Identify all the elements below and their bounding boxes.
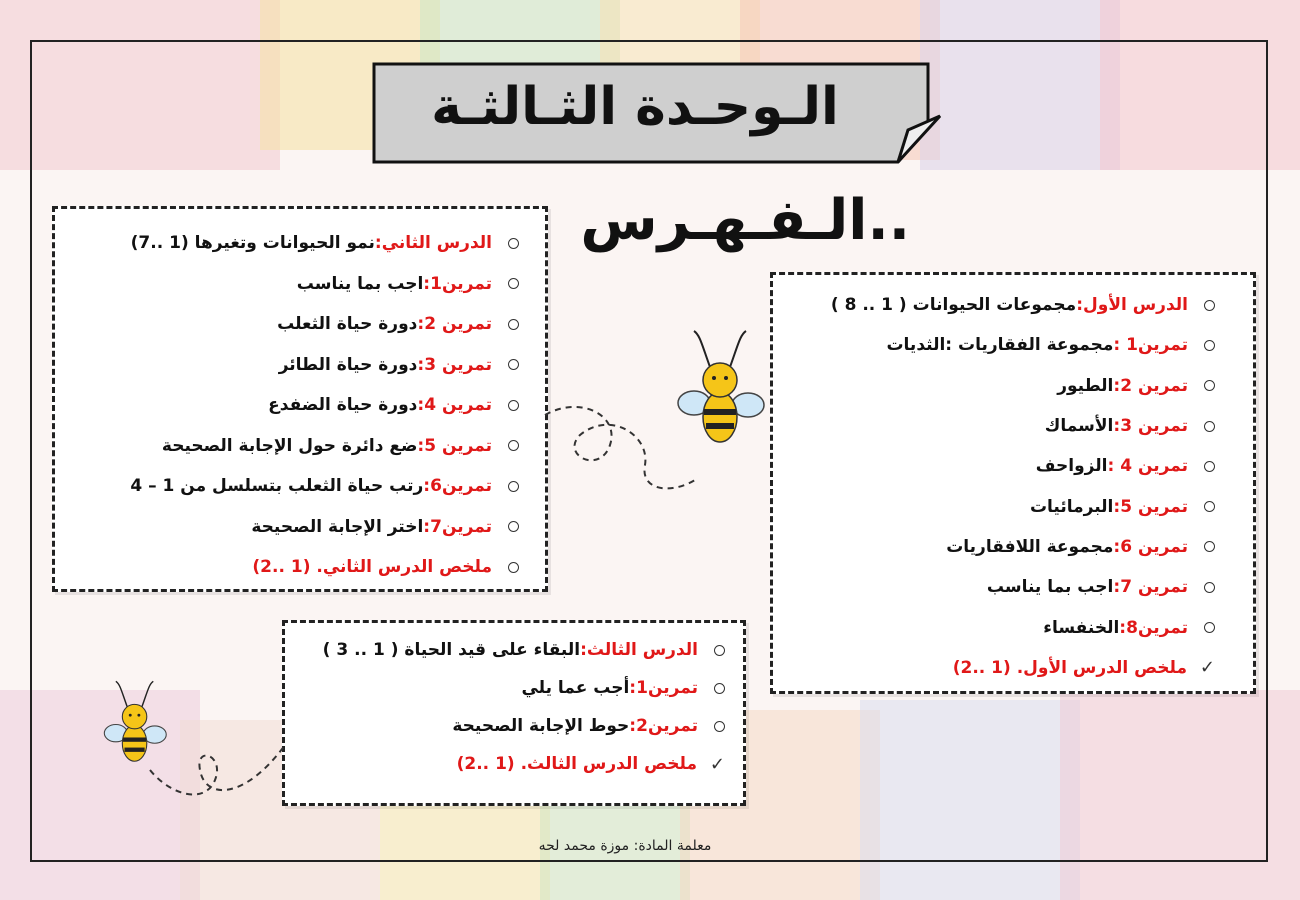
item-text: نمو الحيوانات وتغيرها (1 ..7) — [130, 233, 375, 254]
bee-icon — [672, 325, 772, 450]
list-item — [831, 366, 1215, 406]
item-label: تمرين 7: — [1113, 577, 1188, 598]
list-item — [130, 345, 519, 386]
list-item — [130, 507, 519, 548]
list-item — [323, 707, 725, 745]
item-text: اختر الإجابة الصحيحة — [251, 516, 424, 537]
item-label: تمرين1: — [629, 678, 698, 698]
list-item — [323, 631, 725, 669]
item-text: البرمائيات — [1029, 496, 1114, 517]
list-item — [130, 385, 519, 426]
list-item — [831, 285, 1215, 325]
item-label: تمرين 5: — [417, 435, 492, 456]
circle-bullet-icon — [508, 319, 519, 330]
checkmark-icon: ✓ — [709, 753, 725, 775]
summary-text: ملخص الدرس الثاني. (1 ..2) — [252, 557, 492, 578]
list-item — [831, 446, 1215, 486]
circle-bullet-icon — [1204, 421, 1215, 432]
item-text: اجب بما يناسب — [296, 273, 424, 294]
list-item — [130, 466, 519, 507]
item-label: تمرين 4: — [417, 395, 492, 416]
item-text: ضع دائرة حول الإجابة الصحيحة — [161, 435, 418, 456]
circle-bullet-icon — [508, 359, 519, 370]
item-label: تمرين 2: — [417, 314, 492, 335]
circle-bullet-icon — [1204, 461, 1215, 472]
item-label: تمرين1: — [423, 273, 492, 294]
item-text: حوط الإجابة الصحيحة — [452, 716, 630, 736]
list-item — [831, 406, 1215, 446]
item-label: الدرس الثاني: — [374, 233, 492, 254]
list-item — [831, 325, 1215, 365]
circle-bullet-icon — [1204, 541, 1215, 552]
list-item — [130, 223, 519, 264]
item-text: دورة حياة الثعلب — [277, 314, 418, 335]
item-label: تمرين2: — [629, 716, 698, 736]
checkmark-icon: ✓ — [1199, 657, 1215, 679]
item-label: تمرين 5: — [1113, 496, 1188, 517]
circle-bullet-icon — [508, 562, 519, 573]
teacher-credit: معلمة المادة: موزة محمد لحه — [538, 838, 712, 854]
item-text: رتب حياة الثعلب بتسلسل من 1 – 4 — [130, 476, 424, 497]
item-label: تمرين1 : — [1113, 335, 1188, 356]
item-label: تمرين 4 : — [1107, 456, 1188, 477]
item-text: الأسماك — [1044, 416, 1114, 437]
circle-bullet-icon — [508, 481, 519, 492]
summary-item — [831, 648, 1215, 688]
list-item — [831, 607, 1215, 647]
item-text: مجموعة اللافقاريات — [946, 536, 1114, 557]
item-text: دورة حياة الضفدع — [268, 395, 418, 416]
circle-bullet-icon — [1204, 622, 1215, 633]
circle-bullet-icon — [1204, 300, 1215, 311]
list-item — [130, 264, 519, 305]
item-label: تمرين6: — [423, 476, 492, 497]
item-label: تمرين8: — [1119, 617, 1188, 638]
item-label: الدرس الأول: — [1076, 295, 1188, 316]
list-item — [831, 527, 1215, 567]
circle-bullet-icon — [1204, 582, 1215, 593]
circle-bullet-icon — [714, 645, 725, 656]
item-text: دورة حياة الطائر — [278, 354, 418, 375]
list-item — [831, 486, 1215, 526]
circle-bullet-icon — [1204, 340, 1215, 351]
summary-item — [130, 547, 519, 588]
item-text: اجب بما يناسب — [986, 577, 1114, 598]
circle-bullet-icon — [714, 683, 725, 694]
circle-bullet-icon — [508, 238, 519, 249]
summary-text: ملخص الدرس الأول. (1 ..2) — [952, 657, 1187, 678]
item-label: تمرين7: — [423, 516, 492, 537]
circle-bullet-icon — [508, 440, 519, 451]
item-text: البقاء على قيد الحياة ( 1 .. 3 ) — [322, 640, 581, 660]
list-item — [130, 304, 519, 345]
bee-icon — [100, 672, 172, 772]
circle-bullet-icon — [1204, 501, 1215, 512]
item-text: الطيور — [1057, 375, 1114, 396]
lesson2-box — [52, 206, 548, 592]
item-label: الدرس الثالث: — [580, 640, 698, 660]
item-label: تمرين 3: — [1113, 416, 1188, 437]
circle-bullet-icon — [508, 521, 519, 532]
item-text: أجب عما يلي — [521, 678, 630, 698]
index-title: الـفـهـرس.. — [580, 187, 910, 253]
lesson3-box — [282, 620, 746, 806]
lesson1-box — [770, 272, 1256, 694]
item-text: مجموعة الفقاريات :الثديات — [886, 335, 1114, 356]
summary-item — [323, 745, 725, 783]
circle-bullet-icon — [508, 278, 519, 289]
unit-title: الـوحـدة الثـالثـة — [431, 77, 839, 137]
summary-text: ملخص الدرس الثالث. (1 ..2) — [456, 754, 697, 774]
circle-bullet-icon — [508, 400, 519, 411]
item-text: الزواحف — [1035, 456, 1108, 477]
item-label: تمرين 6: — [1113, 536, 1188, 557]
circle-bullet-icon — [714, 721, 725, 732]
list-item — [130, 426, 519, 467]
item-label: تمرين 2: — [1113, 375, 1188, 396]
item-label: تمرين 3: — [417, 354, 492, 375]
circle-bullet-icon — [1204, 380, 1215, 391]
item-text: الخنفساء — [1043, 617, 1120, 638]
list-item — [323, 669, 725, 707]
item-text: مجموعات الحيوانات ( 1 .. 8 ) — [830, 295, 1077, 316]
list-item — [831, 567, 1215, 607]
